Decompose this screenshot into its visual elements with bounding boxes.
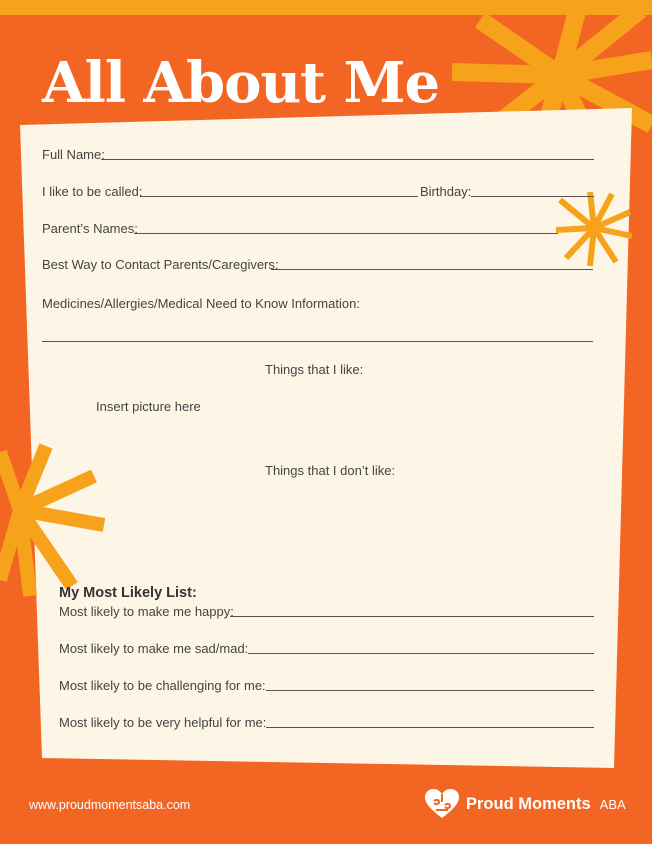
brand-name: Proud Moments [466,794,591,813]
dislikes-label: Things that I don’t like: [265,463,396,478]
heart-puzzle-icon [424,788,460,820]
challenging-label: Most likely to be challenging for me: [59,678,266,693]
medical-field[interactable] [42,341,593,342]
starburst-small-icon [552,190,636,268]
parents-label: Parent’s Names: [42,221,138,236]
contact-field[interactable] [271,269,593,270]
birthday-field[interactable] [471,196,594,197]
starburst-left-icon [0,440,110,600]
contact-label: Best Way to Contact Parents/Caregivers: [42,257,279,272]
parents-field[interactable] [134,233,558,234]
likely-list-heading: My Most Likely List: [59,585,197,601]
happy-label: Most likely to make me happy: [59,604,234,619]
sad-field[interactable] [248,653,594,654]
brand-logo [424,788,626,820]
likes-label: Things that I like: [265,362,364,377]
helpful-label: Most likely to be very helpful for me: [59,715,267,730]
full-name-field[interactable] [101,159,594,160]
happy-field[interactable] [230,616,594,617]
brand-suffix: ABA [599,796,626,812]
full-name-label: Full Name: [42,147,105,162]
page-title: All About Me [42,50,440,116]
sad-label: Most likely to make me sad/mad: [59,641,249,656]
website-link[interactable]: www.proudmomentsaba.com [29,798,191,812]
helpful-field[interactable] [266,727,594,728]
called-field[interactable] [140,196,418,197]
birthday-label: Birthday: [420,184,472,199]
called-label: I like to be called: [42,184,143,199]
challenging-field[interactable] [266,690,594,691]
medical-label: Medicines/Allergies/Medical Need to Know Information: [42,296,360,311]
picture-placeholder[interactable]: Insert picture here [96,399,201,414]
